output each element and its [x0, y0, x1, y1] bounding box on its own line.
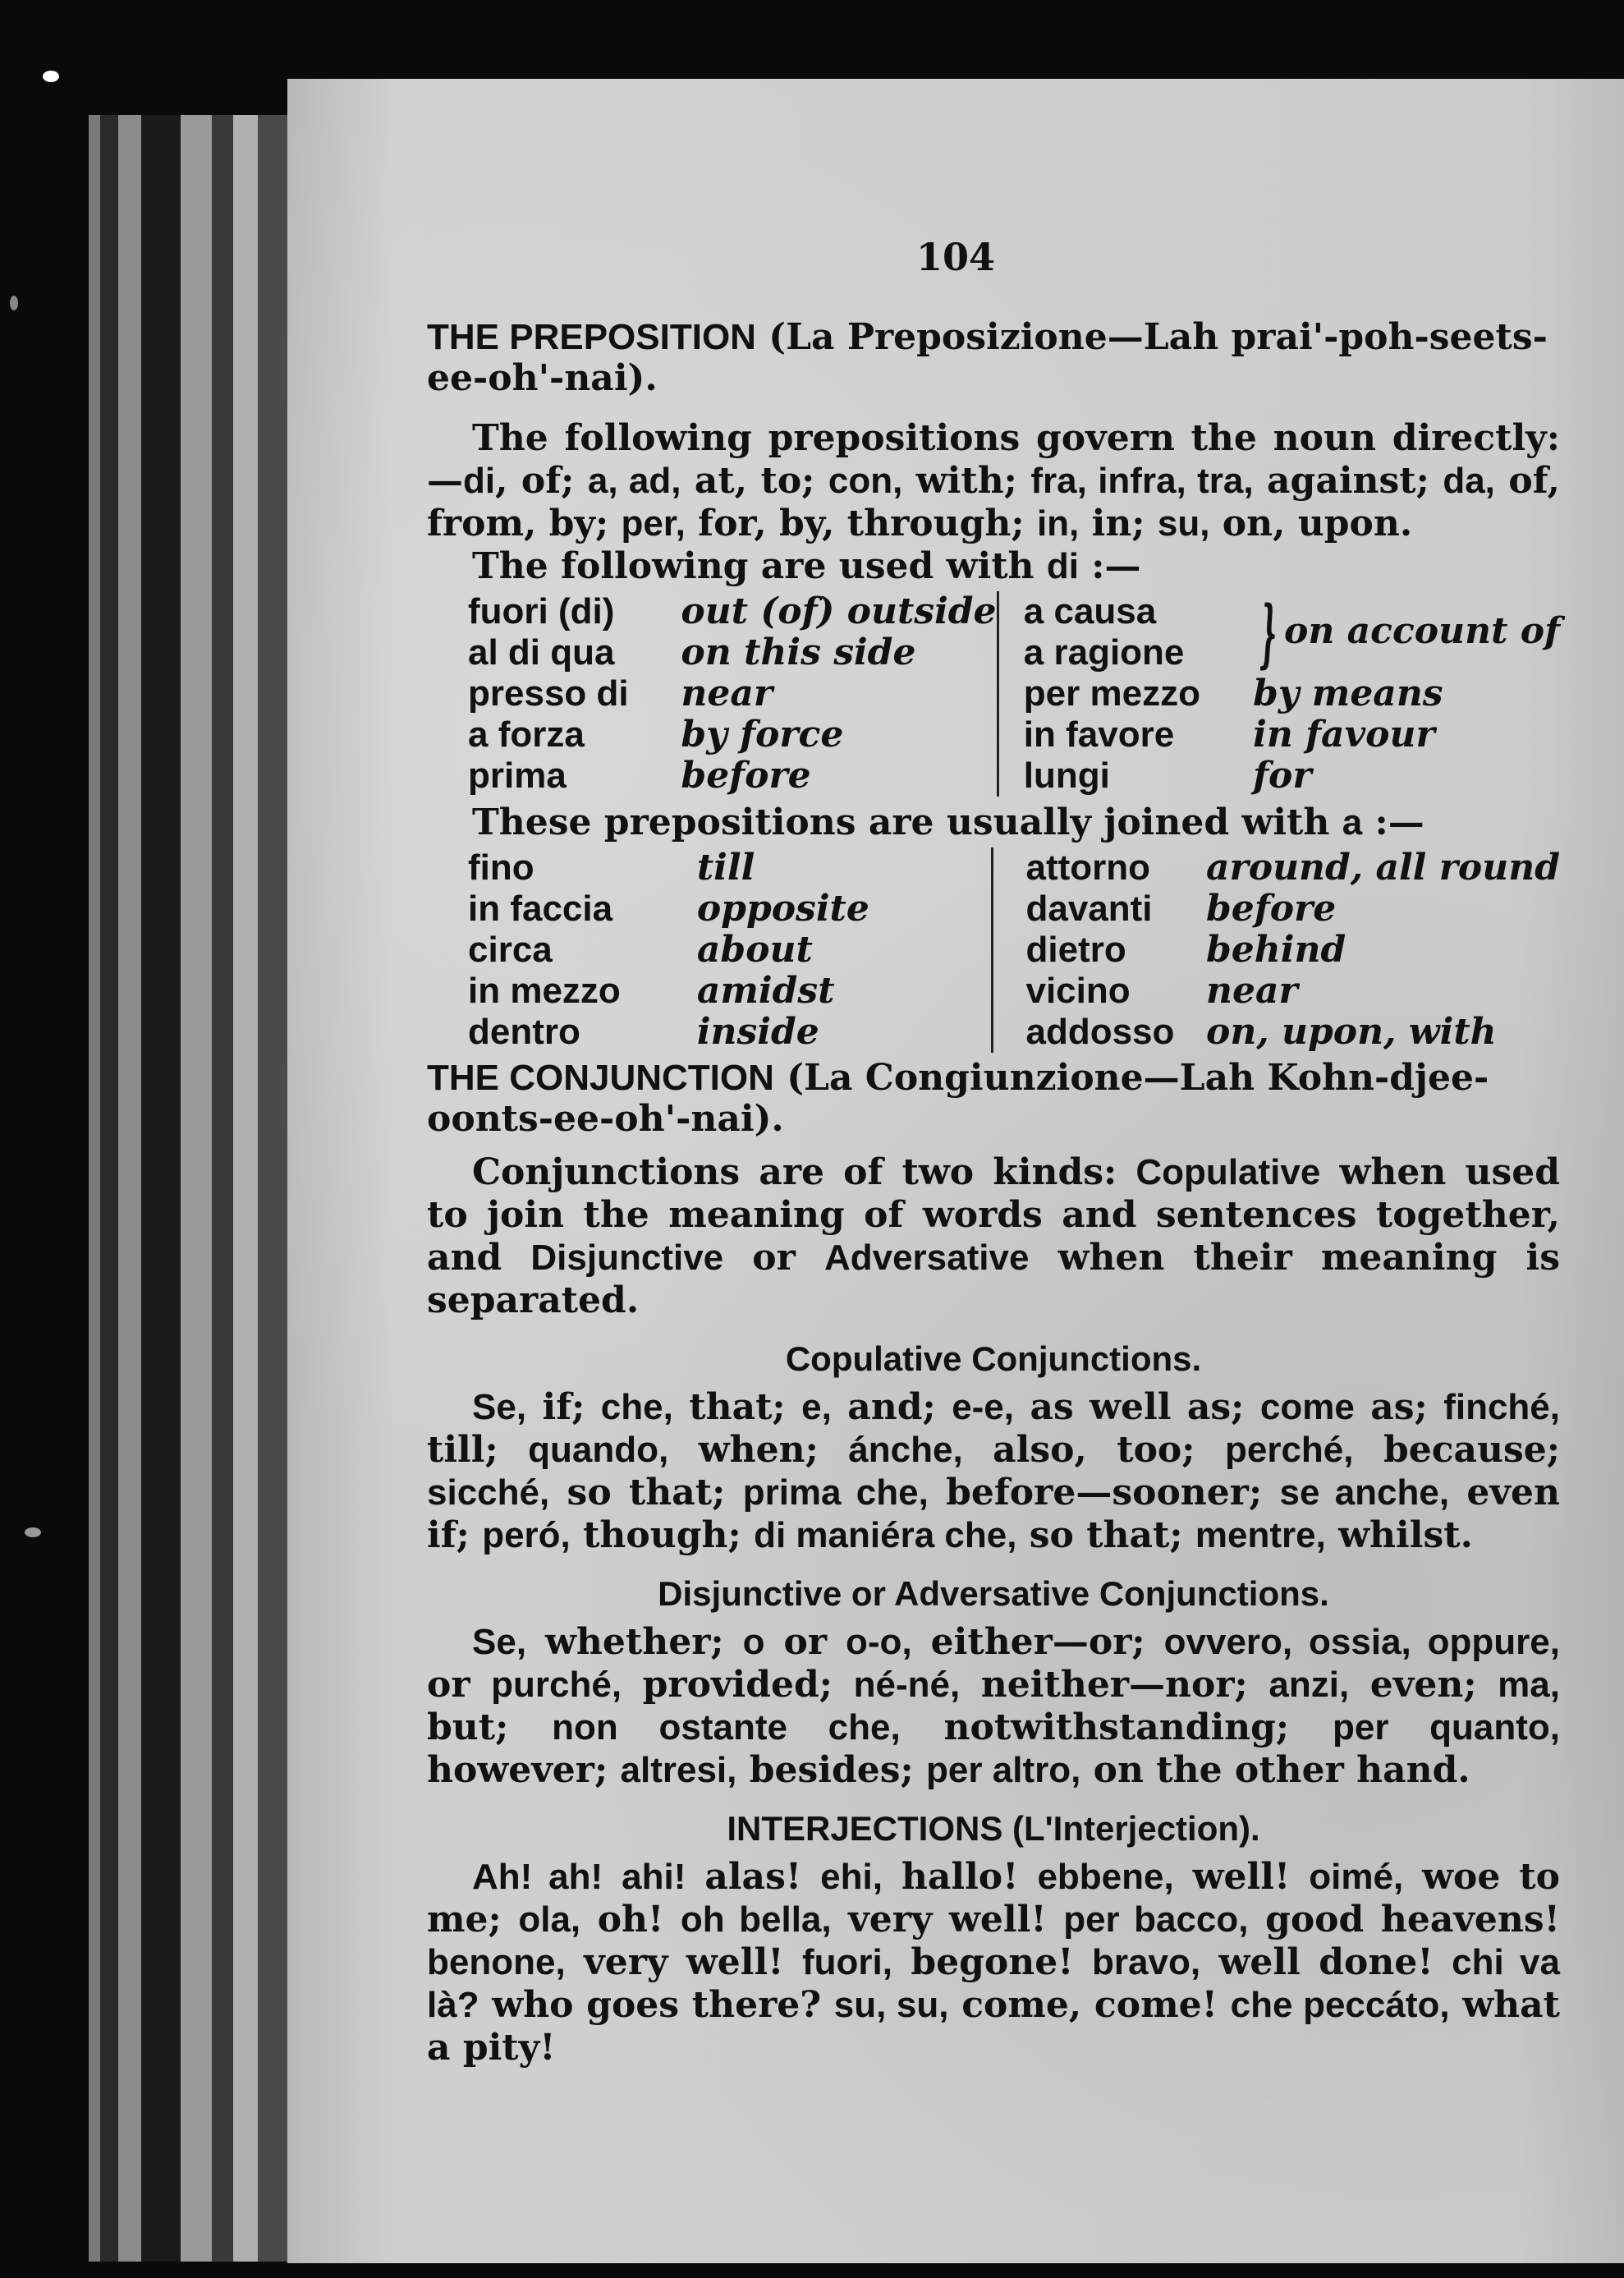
- book-edge: [233, 115, 258, 2262]
- italian-term: quando,: [528, 1430, 669, 1470]
- italian-term: perché,: [1224, 1430, 1354, 1470]
- book-edge: [258, 115, 287, 2262]
- conjunction-title-rest: (La Congiunzione—Lah Kohn-djee-oonts-ee-oh'-nai).: [427, 1057, 1489, 1140]
- english-text: hallo!: [882, 1856, 1038, 1898]
- italian-term: oimé,: [1309, 1857, 1404, 1897]
- conjunction-title: THE CONJUNCTION: [427, 1058, 774, 1098]
- preposition-meaning: opposite: [696, 888, 869, 930]
- english-text: in;: [1079, 503, 1158, 544]
- preposition-meaning: by force: [681, 714, 844, 756]
- english-text: so that;: [1016, 1514, 1195, 1556]
- english-text: whether;: [526, 1621, 743, 1663]
- preposition-heading: [427, 317, 1560, 399]
- english-text: good heavens!: [1248, 1899, 1560, 1940]
- preposition-meaning: out (of) outside: [681, 590, 997, 632]
- english-text: begone!: [892, 1941, 1093, 1983]
- english-text: alas!: [686, 1856, 821, 1898]
- italian-term: oh bella,: [680, 1899, 832, 1940]
- italian-term: per quanto,: [1332, 1707, 1561, 1748]
- italian-term: fra, infra, tra,: [1030, 461, 1254, 501]
- english-text: also, too;: [962, 1429, 1225, 1471]
- disjunctive-list: [427, 1621, 1560, 1792]
- preposition-meaning: near: [1206, 970, 1298, 1012]
- preposition-title-rest: (La Preposizione—Lah prai'-poh-seets-ee-oh'-nai).: [427, 316, 1548, 399]
- table-row: [468, 1012, 1560, 1053]
- italian-term: e-e,: [952, 1387, 1015, 1427]
- english-text: so that;: [549, 1472, 743, 1513]
- english-text: if;: [526, 1386, 601, 1428]
- english-text: at, to;: [681, 460, 828, 502]
- english-text: on, upon.: [1209, 503, 1413, 544]
- book-edge: [181, 115, 212, 2262]
- italian-term: come: [1259, 1387, 1355, 1427]
- italian-term: altresi,: [620, 1750, 737, 1790]
- italian-term: Copulative: [1135, 1152, 1321, 1192]
- preposition-word: addosso: [1025, 1012, 1175, 1052]
- english-text: The following prepositions govern the noun directly:—: [427, 417, 1560, 502]
- table-row: [468, 847, 1560, 889]
- preposition-meaning: before: [681, 755, 811, 797]
- a-prepositions-table: [468, 847, 1560, 1053]
- book-page: [287, 79, 1624, 2263]
- italian-term: da,: [1443, 461, 1495, 501]
- italian-term: Se,: [472, 1622, 527, 1662]
- italian-term: a, ad,: [587, 461, 681, 501]
- italian-term: ebbene,: [1037, 1857, 1174, 1897]
- table-row: [468, 889, 1560, 930]
- preposition-meaning: on account of: [1284, 609, 1560, 652]
- italian-term: non ostante che,: [552, 1707, 901, 1748]
- preposition-meaning: till: [696, 847, 755, 889]
- preposition-word: fuori (di): [468, 591, 615, 632]
- italian-term: su, su,: [833, 1985, 949, 2025]
- table-row: [468, 756, 1560, 797]
- italian-term: per bacco,: [1063, 1899, 1249, 1940]
- preposition-word: in mezzo: [468, 971, 621, 1011]
- italian-term: prima che,: [742, 1472, 929, 1513]
- copulative-heading: Copulative Conjunctions.: [785, 1339, 1202, 1378]
- english-text: when;: [668, 1429, 849, 1471]
- italian-term: ma,: [1498, 1665, 1560, 1705]
- english-text: who goes there?: [479, 1984, 834, 2026]
- english-text: woe to me;: [427, 1856, 1560, 1940]
- preposition-word: attorno: [1025, 847, 1151, 888]
- book-edge: [100, 115, 118, 2262]
- italian-term: sicché,: [427, 1472, 550, 1513]
- english-text: on the other hand.: [1080, 1749, 1470, 1791]
- english-text: when used to join the meaning of words and sentences together, and: [427, 1151, 1560, 1279]
- preposition-meaning: amidst: [696, 970, 835, 1012]
- english-text: as well as;: [1014, 1386, 1260, 1428]
- italian-term: per,: [621, 503, 686, 544]
- preposition-word: presso di: [468, 673, 629, 714]
- english-text: however;: [427, 1749, 621, 1791]
- english-text: [603, 1856, 622, 1898]
- preposition-word: vicino: [1025, 971, 1131, 1011]
- disjunctive-heading: Disjunctive or Adversative Conjunctions.: [658, 1574, 1329, 1613]
- scan-speck: [25, 1527, 41, 1537]
- english-text: These prepositions are usually joined with: [472, 801, 1342, 843]
- italian-term: purché,: [491, 1665, 622, 1705]
- preposition-meaning: on, upon, with: [1206, 1011, 1497, 1053]
- table-row: [468, 930, 1560, 971]
- italian-term: in,: [1036, 503, 1080, 544]
- italian-term: su,: [1157, 503, 1210, 544]
- preposition-word: a causa: [1023, 591, 1157, 632]
- preposition-word: a forza: [468, 714, 585, 755]
- di-intro: [427, 545, 1560, 588]
- book-edge: [141, 115, 181, 2262]
- preposition-meaning: before: [1206, 888, 1337, 930]
- preposition-title: THE PREPOSITION: [427, 317, 756, 357]
- english-text: :—: [1078, 545, 1141, 587]
- conjunction-heading: [427, 1058, 1560, 1140]
- brace-glyph: }: [1259, 590, 1278, 677]
- italian-term: Adversative: [823, 1238, 1030, 1278]
- table-row: [468, 673, 1560, 714]
- di-prepositions-table: [468, 591, 1560, 797]
- italian-term: bravo,: [1092, 1942, 1201, 1982]
- english-text: even if;: [427, 1472, 1560, 1556]
- english-text: The following are used with: [472, 545, 1047, 587]
- english-text: or: [723, 1237, 824, 1279]
- preposition-meaning: by means: [1253, 673, 1443, 714]
- english-text: either—or;: [911, 1621, 1164, 1663]
- english-text: provided;: [622, 1664, 854, 1706]
- italian-term: ahi!: [622, 1857, 686, 1897]
- italian-term: benone,: [427, 1942, 566, 1982]
- english-text: what a pity!: [427, 1984, 1560, 2069]
- italian-term: a: [1342, 802, 1363, 843]
- italian-term: peró,: [482, 1515, 571, 1555]
- italian-term: o-o,: [846, 1622, 912, 1662]
- preposition-word: prima: [468, 756, 567, 796]
- english-text: with;: [902, 460, 1031, 502]
- preposition-meaning: around, all round: [1206, 847, 1560, 889]
- english-text: very well!: [565, 1941, 802, 1983]
- italian-term: Ah! ah!: [472, 1857, 603, 1897]
- preposition-meaning: inside: [696, 1011, 819, 1053]
- english-text: notwithstanding;: [900, 1706, 1333, 1748]
- interjections-title-rest: (L'Interjection).: [1002, 1809, 1260, 1848]
- preposition-word: dietro: [1025, 930, 1126, 970]
- preposition-word: in favore: [1023, 714, 1175, 755]
- italian-term: fuori,: [801, 1942, 892, 1982]
- english-text: as;: [1354, 1386, 1444, 1428]
- preposition-word: lungi: [1023, 756, 1110, 796]
- preposition-word: in faccia: [468, 889, 613, 929]
- table-row: [468, 714, 1560, 756]
- scan-speck: [10, 296, 18, 310]
- italian-term: chi va là?: [427, 1942, 1560, 2025]
- preposition-word: davanti: [1025, 889, 1153, 929]
- english-text: against;: [1253, 460, 1443, 502]
- interjections-title: INTERJECTIONS: [727, 1809, 1003, 1848]
- italian-term: ola,: [518, 1899, 581, 1940]
- italian-term: che,: [600, 1387, 673, 1427]
- preposition-word: circa: [468, 930, 553, 970]
- english-text: for, by, through;: [685, 503, 1037, 544]
- preposition-meaning: near: [681, 673, 773, 714]
- italian-term: ehi,: [820, 1857, 883, 1897]
- english-text: because;: [1353, 1429, 1560, 1471]
- interjections-heading: [427, 1808, 1560, 1849]
- english-text: or: [427, 1664, 492, 1706]
- english-text: , of;: [495, 460, 588, 502]
- interjections-list: [427, 1856, 1560, 2069]
- italian-term: di maniéra che,: [754, 1515, 1017, 1555]
- italian-term: di: [1046, 546, 1079, 586]
- page-content: [427, 317, 1560, 2069]
- italian-term: mentre,: [1195, 1515, 1326, 1555]
- a-intro: [427, 801, 1560, 844]
- preposition-meaning: about: [696, 929, 813, 971]
- preposition-word: per mezzo: [1023, 673, 1200, 714]
- preposition-meaning: behind: [1206, 929, 1346, 971]
- conjunction-intro: [427, 1151, 1560, 1322]
- book-edge: [212, 115, 233, 2262]
- preposition-intro: [427, 417, 1560, 545]
- english-text: :—: [1362, 801, 1424, 843]
- preposition-meaning: for: [1253, 755, 1312, 797]
- english-text: even;: [1349, 1664, 1498, 1706]
- italian-term: anzi,: [1268, 1665, 1350, 1705]
- english-text: Conjunctions are of two kinds:: [472, 1151, 1136, 1193]
- english-text: and;: [831, 1386, 952, 1428]
- english-text: till;: [427, 1429, 529, 1471]
- english-text: well done!: [1200, 1941, 1452, 1983]
- english-text: very well!: [831, 1899, 1064, 1940]
- table-row: [468, 591, 1560, 632]
- book-edge: [89, 115, 100, 2262]
- italian-term: Disjunctive: [530, 1238, 724, 1278]
- english-text: though;: [570, 1514, 755, 1556]
- scan-speck: [43, 71, 59, 82]
- italian-term: con,: [828, 461, 903, 501]
- italian-term: ánche,: [848, 1430, 963, 1470]
- italian-term: o: [742, 1622, 765, 1662]
- english-text: besides;: [736, 1749, 927, 1791]
- english-text: before—sooner;: [928, 1472, 1280, 1513]
- table-row: [468, 971, 1560, 1012]
- english-text: when their meaning is separated.: [427, 1237, 1561, 1321]
- english-text: neither—nor;: [960, 1664, 1269, 1706]
- preposition-word: a ragione: [1023, 632, 1185, 673]
- english-text: well!: [1173, 1856, 1310, 1898]
- italian-term: di: [463, 461, 496, 501]
- italian-term: né-né,: [853, 1665, 961, 1705]
- italian-term: che peccáto,: [1230, 1985, 1450, 2025]
- preposition-word: dentro: [468, 1012, 580, 1052]
- italian-term: finché,: [1443, 1387, 1560, 1427]
- italian-term: e,: [801, 1387, 832, 1427]
- italian-term: Se,: [472, 1387, 527, 1427]
- english-text: but;: [427, 1706, 553, 1748]
- preposition-word: fino: [468, 847, 534, 888]
- page-number: 104: [915, 235, 996, 279]
- english-text: oh!: [580, 1899, 681, 1940]
- english-text: whilst.: [1325, 1514, 1473, 1556]
- italian-term: per altro,: [926, 1750, 1081, 1790]
- english-text: that;: [672, 1386, 802, 1428]
- english-text: come, come!: [948, 1984, 1231, 2026]
- italian-term: ovvero, ossia, oppure,: [1163, 1622, 1560, 1662]
- preposition-meaning: on this side: [681, 632, 916, 673]
- italian-term: se anche,: [1279, 1472, 1450, 1513]
- copulative-list: [427, 1386, 1560, 1557]
- english-text: or: [764, 1621, 846, 1663]
- preposition-word: al di qua: [468, 632, 615, 673]
- preposition-meaning: in favour: [1253, 714, 1435, 756]
- english-text: of, from, by;: [427, 460, 1560, 544]
- book-edge: [118, 115, 141, 2262]
